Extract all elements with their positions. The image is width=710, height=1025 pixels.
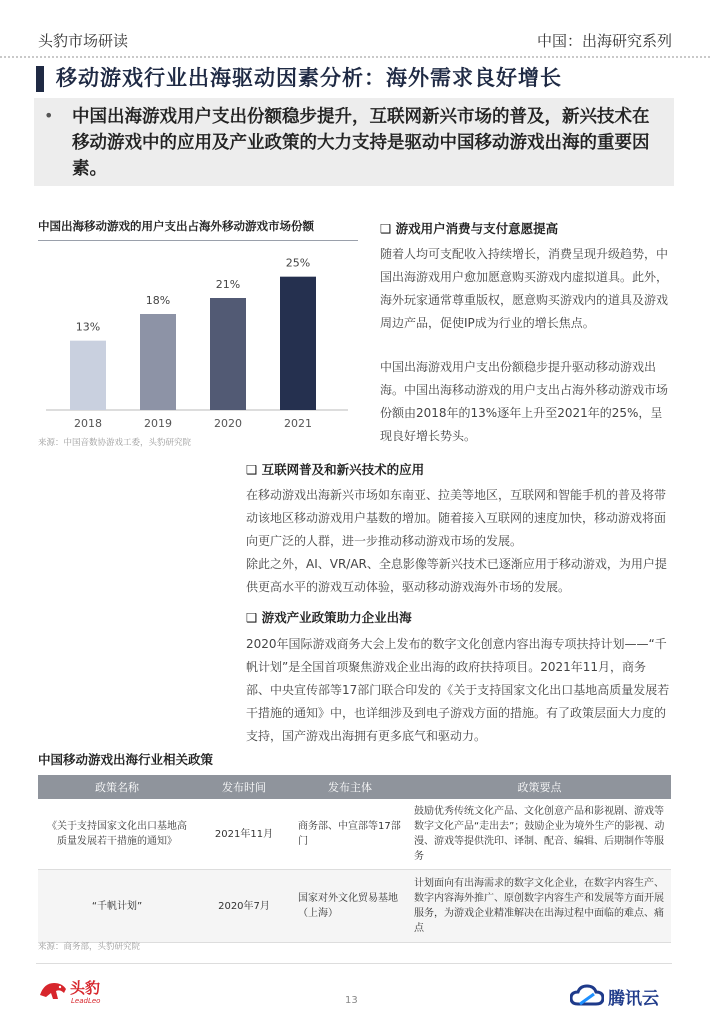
x-tick-label: 2018: [74, 417, 102, 430]
bar-value-label: 21%: [215, 278, 241, 291]
section-paragraph: 中国出海游戏用户支出份额稳步提升驱动移动游戏出海。中国出海移动游戏的用户支出占海外移动游戏市场份额由2018年的13%逐年上升至2021年的25%，呈现良好增长势头。: [380, 360, 669, 443]
chart-source: 来源：中国音数协游戏工委，头豹研究院: [38, 438, 192, 448]
checkbox-square-icon: ❑: [246, 610, 262, 625]
chart-title: 中国出海移动游戏的用户支出占海外移动游戏市场份额: [38, 219, 314, 233]
section-heading-internet: ❑ 互联网普及和新兴技术的应用: [246, 462, 425, 477]
bar-value-label: 18%: [145, 294, 171, 307]
x-tick-label: 2021: [284, 417, 312, 430]
title-accent-bar: [36, 66, 44, 92]
table-cell: 商务部、中宣部等17部门: [292, 799, 408, 870]
checkbox-square-icon: ❑: [246, 462, 262, 477]
table-header-cell: 发布时间: [196, 775, 292, 799]
footer-divider: [36, 963, 672, 964]
bar-2018: [70, 341, 106, 410]
leadleo-logo: [38, 975, 118, 1015]
table-cell: 《关于支持国家文化出口基地高质量发展若干措施的通知》: [38, 799, 196, 870]
table-title: 中国移动游戏出海行业相关政策: [38, 752, 214, 767]
chart-title-underline: [38, 240, 358, 241]
header-divider: [0, 56, 710, 58]
logo-text: 头豹: [70, 979, 101, 997]
table-cell: 鼓励优秀传统文化产品、文化创意产品和影视剧、游戏等数字文化产品“走出去”；鼓励企业为境外生产的影视、动漫、游戏等提供洗印、译制、配音、编辑、后期制作等服务: [408, 799, 671, 870]
x-tick-label: 2020: [214, 417, 242, 430]
leopard-icon: [38, 977, 68, 1003]
bar-2020: [210, 298, 246, 410]
table-cell: “千帆计划”: [38, 870, 196, 943]
table-cell: 国家对外文化贸易基地（上海）: [292, 870, 408, 943]
policy-table: [38, 775, 671, 943]
bar-value-label: 25%: [285, 256, 311, 270]
page-number: 13: [345, 995, 358, 1006]
table-cell: 2021年11月: [196, 799, 292, 870]
bar-value-label: 13%: [75, 320, 101, 334]
tencent-cloud-text: 腾讯云: [608, 989, 659, 1009]
table-source: 来源：商务部，头豹研究院: [38, 942, 141, 952]
bar-chart: [38, 245, 358, 435]
table-header-cell: 政策名称: [38, 775, 196, 799]
table-header-row: [38, 775, 671, 799]
page-title: 移动游戏行业出海驱动因素分析：海外需求良好增长: [56, 66, 562, 90]
table-row: [38, 799, 671, 870]
table-row: [38, 870, 671, 943]
table-cell: 计划面向有出海需求的数字文化企业，在数字内容生产、数字内容海外推广、原创数字内容生产和发展等方面开展服务，为游戏企业精准解决在出海过程中面临的难点、痛点: [408, 870, 671, 943]
section-paragraph: 除此之外，AI、VR/AR、全息影像等新兴技术已逐渐应用于移动游戏，为用户提供更高水平的游戏互动体验，驱动移动游戏海外市场的发展。: [246, 557, 667, 594]
summary-text: 中国出海游戏用户支出份额稳步提升，互联网新兴市场的普及，新兴技术在移动游戏中的应用及产业政策的大力支持是驱动中国移动游戏出海的重要因素。: [72, 107, 650, 179]
table-cell: 2020年7月: [196, 870, 292, 943]
cloud-icon: [570, 984, 604, 1006]
section-paragraph: 2020年国际游戏商务大会上发布的数字文化创意内容出海专项扶持计划——“千帆计划”是全国首项聚焦游戏企业出海的政府扶持项目。2021年11月，商务部、中央宣传部等17部门联合印发的《关于支持国家文化出口基地高质量发展若干措施的通知》中，也详细涉及到电子游戏方面的措施。有了政策层面大力度的支持，国产游戏出海拥有更多底气和驱动力。: [246, 637, 670, 743]
header-left: 头豹市场研读: [38, 32, 129, 50]
table-header-cell: 政策要点: [408, 775, 671, 799]
section-heading-policy: ❑ 游戏产业政策助力企业出海: [246, 610, 412, 625]
section-paragraph: 在移动游戏出海新兴市场如东南亚、拉美等地区，互联网和智能手机的普及将带动该地区移动游戏用户基数的增加。随着接入互联网的速度加快，移动游戏将面向更广泛的人群，进一步推动移动游戏市场的发展。: [246, 488, 667, 548]
table-header-cell: 发布主体: [292, 775, 408, 799]
section-paragraph: 随着人均可支配收入持续增长，消费呈现升级趋势，中国出海游戏用户愈加愿意购买游戏内虚拟道具。此外，海外玩家通常尊重版权，愿意购买游戏内的道具及游戏周边产品，促使IP成为行业的增长焦点。: [380, 247, 669, 330]
logo-subtext: LeadLeo: [71, 997, 101, 1005]
checkbox-square-icon: ❑: [380, 221, 396, 236]
header-right: 中国：出海研究系列: [536, 32, 672, 50]
section-heading-consumption: ❑ 游戏用户消费与支付意愿提高: [380, 221, 559, 236]
bar-2021: [280, 277, 316, 410]
bar-2019: [140, 314, 176, 410]
tencent-cloud-logo: [570, 982, 680, 1012]
summary-bullet: •: [44, 106, 54, 125]
x-tick-label: 2019: [144, 417, 172, 430]
